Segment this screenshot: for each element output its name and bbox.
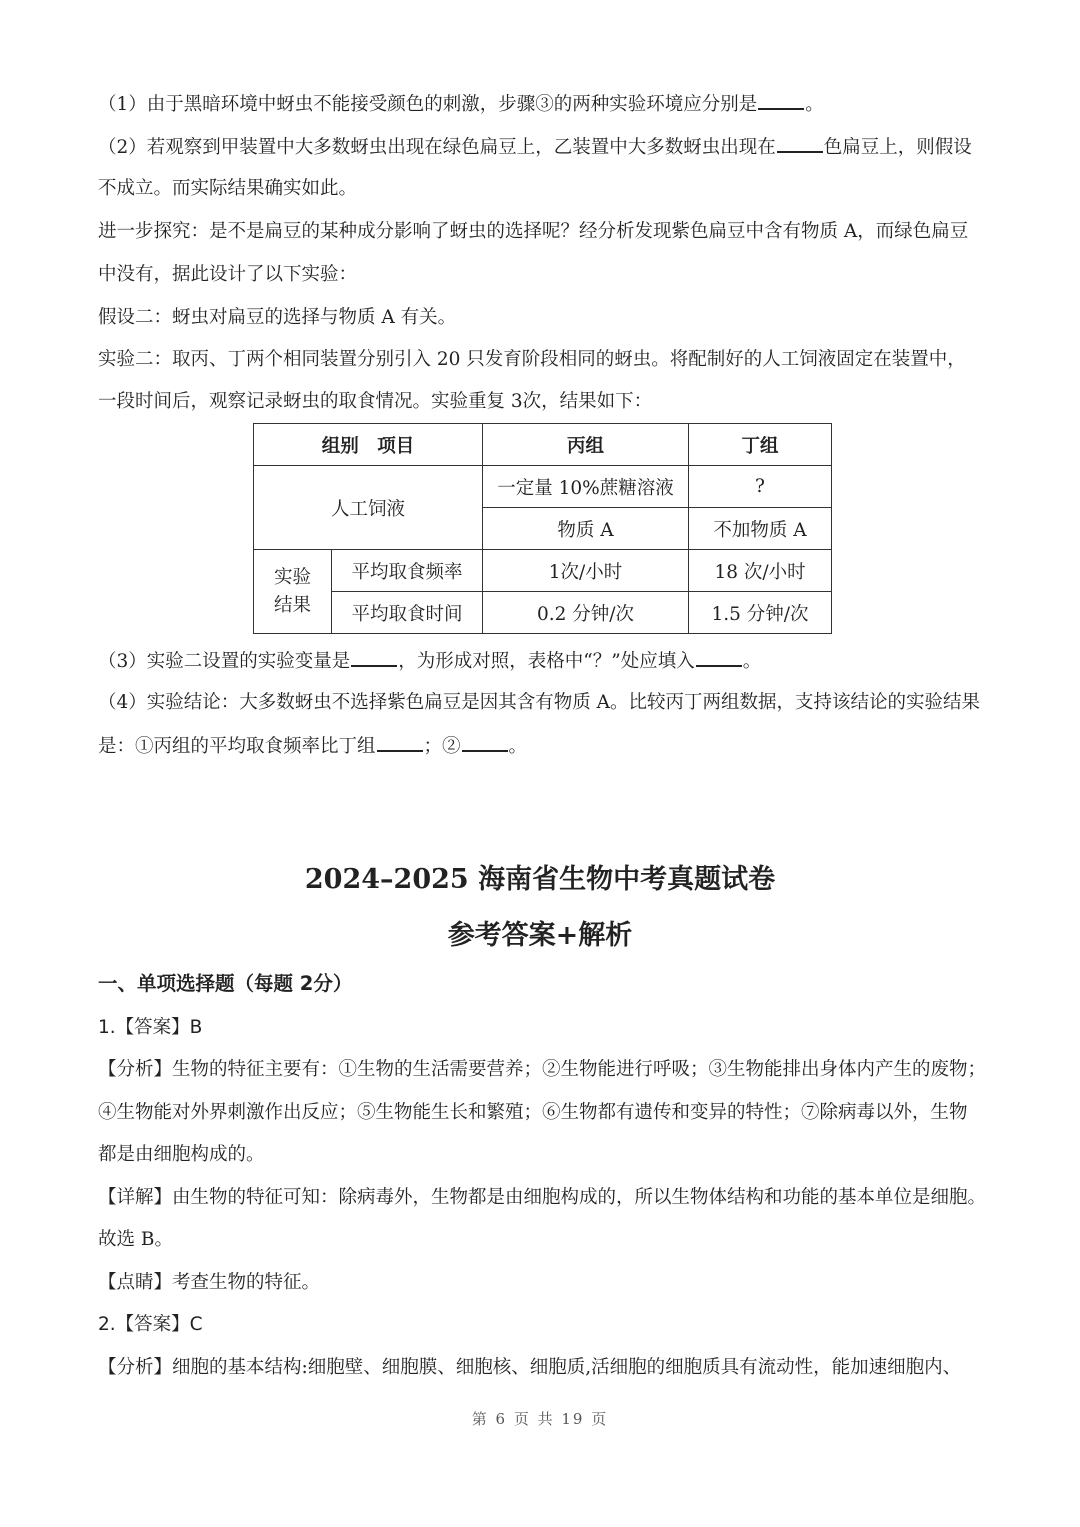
section-heading: 一、单项选择题（每题 2分） — [98, 972, 353, 995]
header-group-item: 组别 项目 — [254, 424, 483, 466]
table-row — [254, 550, 832, 592]
page-footer: 第 6 页 共 19 页 — [471, 1410, 609, 1428]
question-2: （2）若观察到甲装置中大多数蚜虫出现在绿色扁豆上，乙装置中大多数蚜虫出现在 色扁豆上，则假设 — [98, 133, 998, 162]
table-header-row — [254, 424, 832, 466]
explore-line-1: 进一步探究：是不是扁豆的某种成分影响了蚜虫的选择呢？经分析发现紫色扁豆中含有物质 A，而绿色扁豆 — [98, 221, 969, 242]
header-ding: 丁组 — [689, 424, 832, 466]
answer-2-analysis-1: 【分析】细胞的基本结构:细胞壁、细胞膜、细胞核、细胞质,活细胞的细胞质具有流动性，能加速细胞内、 — [98, 1357, 962, 1378]
question-2-continued: 不成立。而实际结果确实如此。 — [98, 178, 358, 199]
answers-subtitle: 参考答案+解析 — [447, 920, 633, 951]
table-row — [254, 466, 832, 508]
question-1: （1）由于黑暗环境中蚜虫不能接受颜色的刺激，步骤③的两种实验环境应分别是 。 — [98, 90, 998, 119]
results-table — [253, 423, 832, 634]
answer-blank — [758, 90, 804, 110]
freq-label: 平均取食频率 — [332, 550, 483, 592]
answer-blank — [377, 732, 423, 752]
answer-1: 1.【答案】B — [98, 1017, 203, 1038]
question-3: （3）实验二设置的实验变量是 ，为形成对照，表格中“？”处应填入 。 — [98, 647, 998, 676]
answer-blank — [351, 647, 397, 667]
question-4-line-1: （4）实验结论：大多数蚜虫不选择紫色扁豆是因其含有物质 A。比较丙丁两组数据，支持该结论的实验结果 — [98, 692, 981, 713]
result-label: 实验 结果 — [254, 550, 332, 634]
answer-1-comment: 【点睛】考查生物的特征。 — [98, 1272, 321, 1293]
freq-ding: 18 次/小时 — [689, 550, 832, 592]
answers-title: 2024–2025 海南省生物中考真题试卷 — [304, 864, 776, 895]
table-row — [254, 592, 832, 634]
answer-1-analysis-2: ④生物能对外界刺激作出反应；⑤生物能生长和繁殖；⑥生物都有遗传和变异的特性；⑦除病毒以外，生物 — [98, 1102, 968, 1123]
feed-label: 人工饲液 — [254, 466, 483, 550]
feed-common: 一定量 10%蔗糖溶液 — [483, 466, 689, 508]
time-label: 平均取食时间 — [332, 592, 483, 634]
feed-ding-unknown: ? — [689, 466, 832, 508]
answer-blank — [777, 133, 823, 153]
header-bing: 丙组 — [483, 424, 689, 466]
experiment-two-line-2: 一段时间后，观察记录蚜虫的取食情况。实验重复 3次，结果如下： — [98, 391, 653, 412]
answer-1-detail-2: 故选 B。 — [98, 1229, 173, 1250]
time-ding: 1.5 分钟/次 — [689, 592, 832, 634]
answer-blank — [462, 732, 508, 752]
freq-bing: 1次/小时 — [483, 550, 689, 592]
answer-1-analysis-1: 【分析】生物的特征主要有：①生物的生活需要营养；②生物能进行呼吸；③生物能排出身体内产生的废物； — [98, 1059, 987, 1080]
bing-substance: 物质 A — [483, 508, 689, 550]
question-4-line-2: 是：①丙组的平均取食频率比丁组 ；② 。 — [98, 732, 998, 761]
experiment-two-line-1: 实验二：取丙、丁两个相同装置分别引入 20 只发育阶段相同的蚜虫。将配制好的人工饲液固定在装置中， — [98, 349, 966, 370]
ding-substance: 不加物质 A — [689, 508, 832, 550]
hypothesis-two: 假设二：蚜虫对扁豆的选择与物质 A 有关。 — [98, 307, 457, 328]
time-bing: 0.2 分钟/次 — [483, 592, 689, 634]
answer-1-detail-1: 【详解】由生物的特征可知：除病毒外，生物都是由细胞构成的，所以生物体结构和功能的基本单位是细胞。 — [98, 1187, 987, 1208]
answer-2: 2.【答案】C — [98, 1314, 203, 1335]
explore-line-2: 中没有，据此设计了以下实验： — [98, 264, 358, 285]
answer-blank — [696, 647, 742, 667]
answer-1-analysis-3: 都是由细胞构成的。 — [98, 1144, 265, 1165]
